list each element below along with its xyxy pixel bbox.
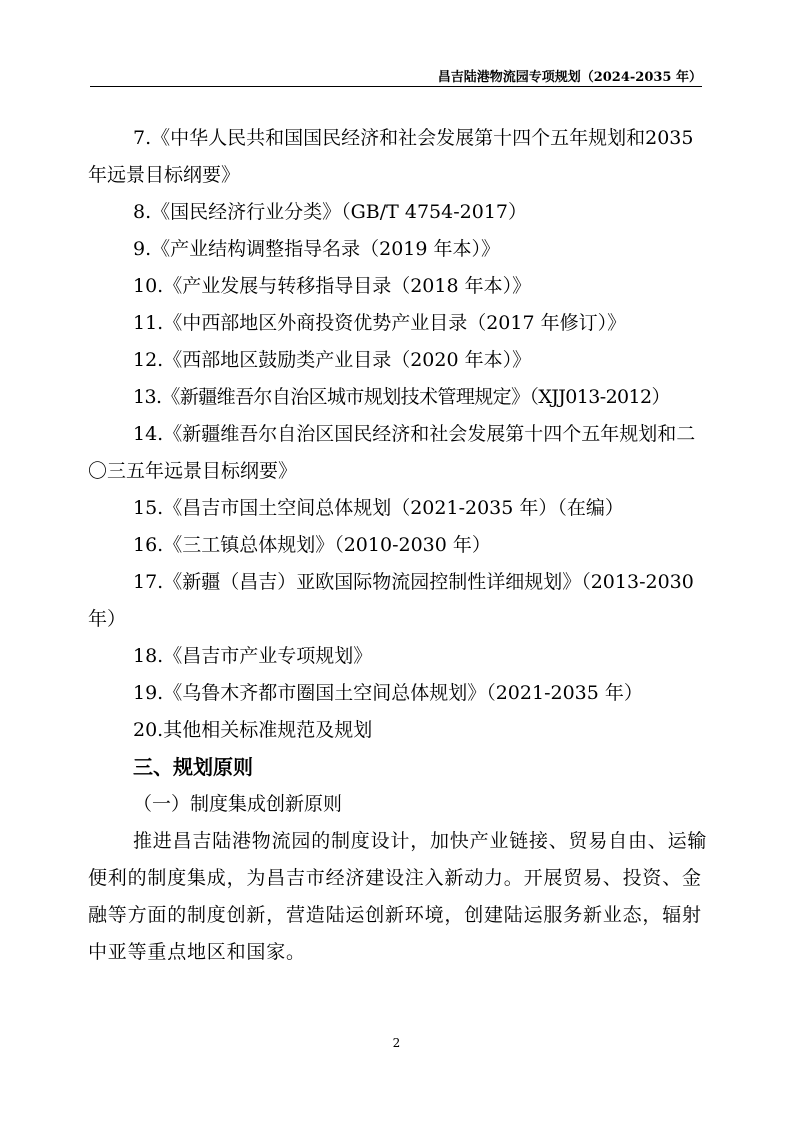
reference-item-18: 18.《昌吉市产业专项规划》: [133, 645, 373, 667]
reference-item-12: 12.《西部地区鼓励类产业目录（2020 年本）》: [133, 349, 532, 371]
reference-item-20: 20.其他相关标准规范及规划: [133, 719, 373, 741]
reference-item-16: 16.《三工镇总体规划》（2010-2030 年）: [133, 534, 491, 556]
reference-item-9: 9.《产业结构调整指导名录（2019 年本）》: [133, 238, 501, 260]
reference-item-13: 13.《新疆维吾尔自治区城市规划技术管理规定》（XJJ013-2012）: [133, 386, 670, 408]
subsection-heading: （一）制度集成创新原则: [133, 793, 343, 815]
reference-item-14: 14.《新疆维吾尔自治区国民经济和社会发展第十四个五年规划和二〇三五年远景目标纲要》: [88, 423, 696, 482]
reference-item-8: 8.《国民经济行业分类》（GB/T 4754-2017）: [133, 201, 528, 223]
document-body: [88, 120, 708, 971]
reference-item-10: 10.《产业发展与转移指导目录（2018 年本）》: [133, 275, 532, 297]
reference-item-11: 11.《中西部地区外商投资优势产业目录（2017 年修订）》: [133, 312, 627, 334]
header-rule: [90, 86, 702, 87]
running-header: 昌吉陆港物流园专项规划（2024-2035 年）: [437, 70, 702, 85]
section-heading: 三、规划原则: [133, 755, 253, 779]
reference-item-19: 19.《乌鲁木齐都市圈国土空间总体规划》（2021-2035 年）: [133, 682, 643, 704]
principle-paragraph: 推进昌吉陆港物流园的制度设计，加快产业链接、贸易自由、运输便利的制度集成，为昌吉市经济建设注入新动力。开展贸易、投资、金融等方面的制度创新，营造陆运创新环境，创建陆运服务新业态，辐射中亚等重点地区和国家。: [88, 830, 708, 963]
reference-item-15: 15.《昌吉市国土空间总体规划（2021-2035 年）（在编）: [133, 497, 624, 519]
reference-item-17: 17.《新疆（昌吉）亚欧国际物流园控制性详细规划》（2013-2030年）: [88, 571, 694, 630]
reference-item-7: 7.《中华人民共和国国民经济和社会发展第十四个五年规划和2035 年远景目标纲要》: [88, 127, 694, 186]
page-number: 2: [392, 1036, 401, 1050]
